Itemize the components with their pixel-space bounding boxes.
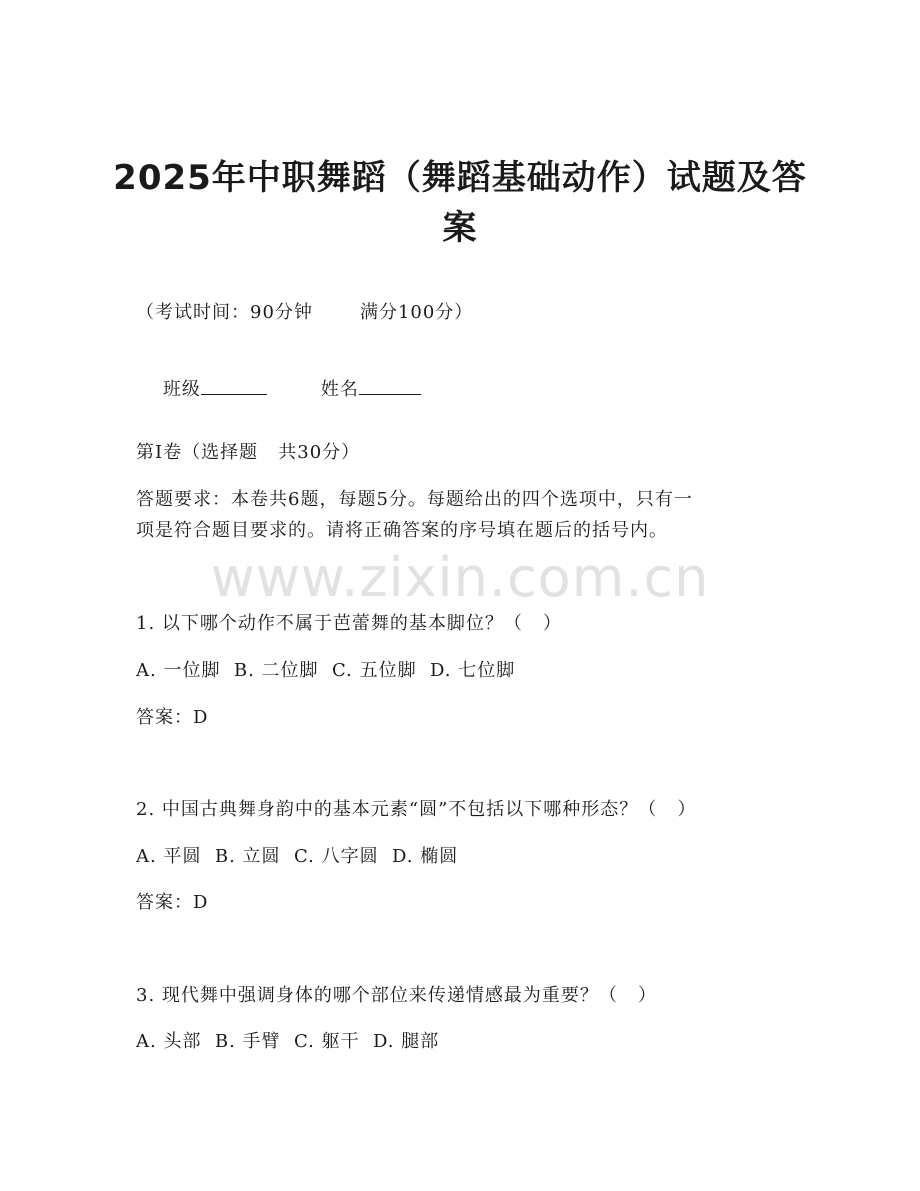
question-1-stem: 1. 以下哪个动作不属于芭蕾舞的基本脚位？（ ） <box>136 613 563 634</box>
question-1-answer: 答案：D <box>136 707 209 728</box>
class-blank[interactable] <box>201 376 267 395</box>
instructions-line2: 项是符合题目要求的。请将正确答案的序号填在题后的括号内。 <box>136 520 668 541</box>
name-blank[interactable] <box>359 376 421 395</box>
exam-time-score: （考试时间：90分钟 满分100分） <box>136 302 474 323</box>
student-info-row <box>136 350 421 429</box>
section-heading: 第I卷（选择题 共30分） <box>136 442 361 463</box>
document-title-line2: 案 <box>442 208 478 248</box>
watermark: www.zixin.com.cn <box>210 546 710 609</box>
question-2-stem: 2. 中国古典舞身韵中的基本元素“圆”不包括以下哪种形态？（ ） <box>136 799 697 820</box>
question-2-answer: 答案：D <box>136 892 209 913</box>
question-3-stem: 3. 现代舞中强调身体的哪个部位来传递情感最为重要？（ ） <box>136 985 658 1006</box>
question-3-options: A. 头部 B. 手臂 C. 躯干 D. 腿部 <box>136 1031 440 1052</box>
question-2-options: A. 平圆 B. 立圆 C. 八字圆 D. 椭圆 <box>136 846 459 867</box>
name-label: 姓名 <box>320 379 359 400</box>
class-label: 班级 <box>162 379 201 400</box>
instructions-line1: 答题要求：本卷共6题，每题5分。每题给出的四个选项中，只有一 <box>136 489 693 510</box>
document-title-line1: 2025年中职舞蹈（舞蹈基础动作）试题及答 <box>113 158 807 198</box>
question-1-options: A. 一位脚 B. 二位脚 C. 五位脚 D. 七位脚 <box>136 660 516 681</box>
